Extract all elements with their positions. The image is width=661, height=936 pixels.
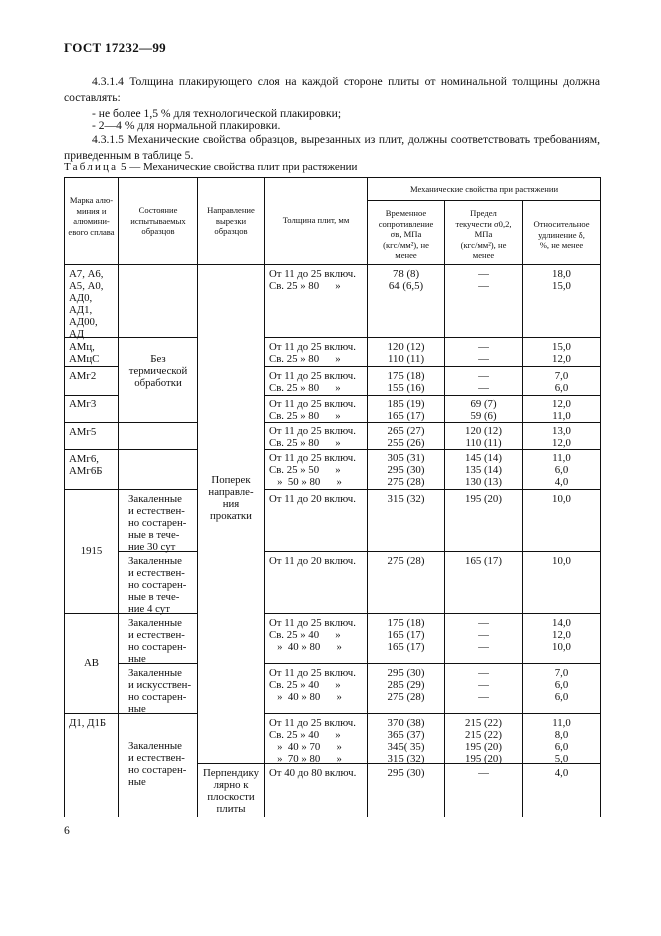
elongation-cell: 12,0 11,0 [552, 398, 571, 422]
tensile-cell: 175 (18) 155 (16) [387, 370, 425, 394]
tensile-cell: 370 (38) 365 (37) 345( 35) 315 (32) [387, 717, 425, 765]
direction-across: Поперек направле- ния прокатки [208, 474, 254, 522]
table-caption [64, 161, 357, 173]
thickness-cell: От 11 до 20 включ. [269, 493, 356, 505]
elongation-cell: 15,0 12,0 [552, 341, 571, 365]
yield-cell: 120 (12) 110 (11) [465, 425, 502, 449]
thickness-cell: От 11 до 25 включ. Св. 25 » 80 » [269, 268, 356, 292]
grade-amc: АМц, АМцС [69, 341, 100, 365]
table-caption-label: Таблица [64, 161, 119, 173]
tensile-cell: 315 (32) [387, 493, 425, 505]
thickness-cell: От 40 до 80 включ. [269, 767, 357, 779]
elongation-cell: 4,0 [554, 767, 569, 779]
state-quenched-artificial: Закаленные и искусствен- но состарен- ные [128, 667, 192, 715]
grade-amg6: АМг6, АМг6Б [69, 453, 103, 477]
thickness-cell: От 11 до 25 включ. Св. 25 » 80 » [269, 370, 356, 394]
table-caption-text: 5 — Механические свойства плит при растяжении [120, 161, 358, 173]
header-tensile: Временное сопротивление σв, МПа (кгс/мм²), не менее [378, 208, 434, 260]
header-thickness: Толщина плит, мм [282, 215, 350, 225]
tensile-cell: 265 (27) 255 (26) [387, 425, 425, 449]
grade-amg2: АМг2 [69, 370, 97, 382]
yield-cell: 69 (7) 59 (6) [470, 398, 497, 422]
elongation-cell: 7,0 6,0 [554, 370, 569, 394]
yield-cell: 145 (14) 135 (14) 130 (13) [465, 452, 502, 488]
yield-cell: — — — [478, 617, 489, 653]
yield-cell: 165 (17) [465, 555, 502, 567]
elongation-cell: 10,0 [552, 555, 571, 567]
elongation-cell: 7,0 6,0 6,0 [554, 667, 569, 703]
state-quenched-natural-2: Закаленные и естествен- но состарен- ные [128, 740, 187, 788]
header-yield: Предел текучести σ0,2, МПа (кгс/мм²), не менее [455, 208, 512, 260]
properties-table [64, 177, 600, 817]
yield-cell: — — [478, 268, 489, 292]
doc-title: ГОСТ 17232—99 [64, 40, 166, 55]
elongation-cell: 13,0 12,0 [552, 425, 571, 449]
thickness-cell: От 11 до 25 включ. Св. 25 » 40 » » 40 » 80 » [269, 667, 356, 703]
state-quenched-30: Закаленные и естествен- но состарен- ные в тече- ние 30 сут [128, 493, 187, 553]
grade-amg5: АМг5 [69, 426, 97, 438]
yield-cell: 195 (20) [465, 493, 502, 505]
yield-cell: — [478, 767, 489, 779]
tensile-cell: 78 (8) 64 (6,5) [388, 268, 424, 292]
thickness-cell: От 11 до 25 включ. Св. 25 » 40 » » 40 » 80 » [269, 617, 356, 653]
tensile-cell: 305 (31) 295 (30) 275 (28) [387, 452, 425, 488]
header-mech-group: Механические свойства при растяжении [409, 184, 559, 194]
elongation-cell: 14,0 12,0 10,0 [552, 617, 571, 653]
elongation-cell: 18,0 15,0 [552, 268, 571, 292]
grade-a7: А7, А6, А5, А0, АД0, АД1, АД00, АД [69, 268, 104, 340]
tensile-cell: 120 (12) 110 (11) [387, 341, 425, 365]
direction-perpendicular: Перпендику лярно к плоскости плиты [202, 767, 260, 815]
tensile-cell: 185 (19) 165 (17) [387, 398, 425, 422]
thickness-cell: От 11 до 20 включ. [269, 555, 356, 567]
thickness-cell: От 11 до 25 включ. Св. 25 » 50 » » 50 » 80 » [269, 452, 356, 488]
header-elongation: Относительное удлинение δ, %, не менее [533, 219, 590, 250]
thickness-cell: От 11 до 25 включ. Св. 25 » 80 » [269, 425, 356, 449]
thickness-cell: От 11 до 25 включ. Св. 25 » 80 » [269, 341, 356, 365]
yield-cell: — — — [478, 667, 489, 703]
grade-d1: Д1, Д1Б [69, 717, 107, 729]
state-no-heat: Без термической обработки [128, 353, 188, 389]
thickness-cell: От 11 до 25 включ. Св. 25 » 40 » » 40 » 70 » » 70 » 80 » [269, 717, 356, 765]
tensile-cell: 175 (18) 165 (17) 165 (17) [387, 617, 425, 653]
state-quenched-4: Закаленные и естествен- но состарен- ные в тече- ние 4 сут [128, 555, 187, 615]
paragraph-4-3-1-5: 4.3.1.5 Механические свойства образцов, вырезанных из плит, должны соответствовать требованиям, приведенным в таблице 5. [64, 133, 600, 162]
tensile-cell: 275 (28) [387, 555, 425, 567]
header-state: Состояние испытываемых образцов [130, 205, 186, 236]
state-quenched-natural: Закаленные и естествен- но состарен- ные [128, 617, 187, 665]
header-grade: Марка алю- миния и алюмини- евого сплава [68, 195, 115, 237]
tensile-cell: 295 (30) 285 (29) 275 (28) [387, 667, 425, 703]
elongation-cell: 11,0 6,0 4,0 [552, 452, 571, 488]
page-number: 6 [64, 824, 70, 837]
thickness-cell: От 11 до 25 включ. Св. 25 » 80 » [269, 398, 356, 422]
list-item-1: - не более 1,5 % для технологической плакировки; [92, 107, 342, 120]
grade-av: АВ [84, 657, 99, 669]
paragraph-4-3-1-4: 4.3.1.4 Толщина плакирующего слоя на каждой стороне плиты от номинальной толщины должна составлять: [64, 75, 600, 104]
grade-1915: 1915 [80, 545, 103, 557]
elongation-cell: 11,0 8,0 6,0 5,0 [552, 717, 571, 765]
yield-cell: — — [478, 341, 489, 365]
list-item-2: - 2—4 % для нормальной плакировки. [92, 119, 281, 132]
elongation-cell: 10,0 [552, 493, 571, 505]
tensile-cell: 295 (30) [387, 767, 425, 779]
yield-cell: — — [478, 370, 489, 394]
header-direction: Направление вырезки образцов [207, 205, 255, 236]
grade-amg3: АМг3 [69, 398, 97, 410]
yield-cell: 215 (22) 215 (22) 195 (20) 195 (20) [465, 717, 502, 765]
